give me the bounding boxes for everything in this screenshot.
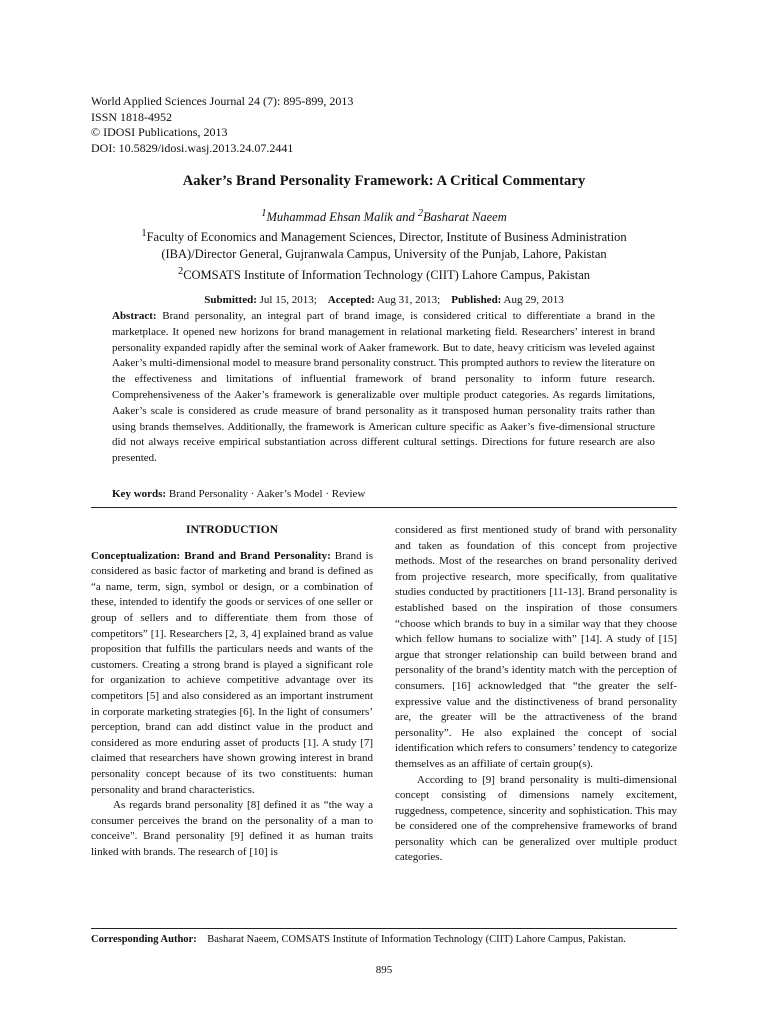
corresponding-author: [91, 934, 681, 945]
paragraph: [91, 549, 373, 799]
footer-divider: [91, 928, 677, 929]
author-2: Basharat Naeem: [423, 210, 507, 225]
affil1-mark: 1: [141, 228, 147, 239]
affil2-mark: 2: [177, 266, 184, 278]
keywords-label: Key words:: [112, 488, 167, 500]
abstract: [112, 309, 655, 467]
author1-affil-mark: 1: [261, 208, 267, 219]
accepted-label: Accepted:: [327, 294, 375, 306]
paragraph-text: Brand is considered as basic factor of marketing and brand is defined as “a name, term, sign, symbol or design, or a combination of these, intended to identify the goods or services of one seller or group of sellers and to differentiate them from those of competitors” [1]. Researchers [2, 3, 4] explained brand as value proposition that fulfills the particulars needs and wants of the customers. Creating a strong brand is played a significant role for organization to achieve competitive advantage over its competitors [5] and also considered as an important instrument in corporate marketing strategies [6]. In the light of consumers’ perception, brand can add distinct value in the product and considered as more enduring asset of products [1]. A study [7] claimed that researchers have shown growing interest in brand personality concept because of its two constituents: human personality and brand characteristics.: [91, 549, 373, 796]
author-1: Muhammad Ehsan Malik: [266, 210, 393, 225]
section-heading: INTRODUCTION: [185, 524, 278, 536]
left-column: [91, 523, 373, 860]
affiliation-2: COMSATS Institute of Information Technology (CIIT) Lahore Campus, Pakistan: [183, 268, 591, 283]
subsection-heading: Conceptualization: Brand and Brand Personality:: [91, 549, 331, 562]
copyright: © IDOSI Publications, 2013: [91, 125, 228, 139]
paper-title: Aaker’s Brand Personality Framework: A Critical Commentary: [182, 173, 586, 189]
author-list: [0, 208, 768, 225]
publication-dates: [0, 294, 768, 306]
accepted-date: Aug 31, 2013;: [374, 294, 441, 306]
issn: ISSN 1818-4952: [91, 109, 173, 124]
submitted-label: Submitted:: [204, 294, 257, 306]
paragraph: According to [9] brand personality is multi-dimensional concept consisting of dimensions namely excitement, ruggedness, competence, sincerity and sophistication. This may be considered one of the comprehensive frameworks of brand personality which can be generalized over multiple product categories.: [395, 773, 677, 864]
right-column: [395, 523, 677, 866]
submitted-date: Jul 15, 2013;: [256, 294, 317, 306]
corresponding-author-text: Basharat Naeem, COMSATS Institute of Information Technology (CIIT) Lahore Campus, Pakistan.: [207, 934, 626, 945]
header-divider: [91, 507, 677, 508]
paragraph: considered as first mentioned study of brand with personality and taken as foundation of this concept from projective methods. Most of the researches on brand personality derived from projective research, more specifically, from qualitative studies conducted by practitioners [11-13]. Brand personality is established based on the inspiration of those consumers “choose which brands to buy in a similar way that they choose which fellow humans to socialize with” [14]. A study of [15] argue that stronger relationship can build between brand and personality of the brand’s identity match with the perception of consumers. [16] acknowledged that “the greater the self-expressive value and the distinctiveness of brand personality are, the greater will be the attractiveness of the brand personality”. He also explained the concept of social identification which refers to consumers’ tendency to categorize themselves as an affiliate of certain group(s).: [395, 524, 677, 770]
journal-metadata: [91, 94, 353, 156]
affiliation-1-line-1: Faculty of Economics and Management Sciences, Director, Institute of Business Administration: [146, 230, 627, 245]
abstract-label: Abstract:: [112, 310, 157, 322]
paragraph: As regards brand personality [8] defined it as “the way a consumer perceives the brand on the personality of a man to conceive". Brand personality [9] defined it as human traits linked with brands. The research of [10] is: [91, 799, 373, 858]
corresponding-author-label: Corresponding Author:: [91, 934, 197, 945]
abstract-text: Brand personality, an integral part of brand image, is considered critical to differentiate a brand in the marketplace. It opened new horizons for brand management in relational marketing field. Researchers’ interest in brand personality expanded rapidly after the seminal work of Aaker framework. But to date, heavy criticism was leveled against Aaker’s multi-dimensional model to measure brand personality construct. This prompted authors to review the literature on the effectiveness and limitations of influential framework of brand personality to inform future research. Comprehensiveness of the Aaker’s framework is generalizable over multiple product categories. As regards limitations, Aaker’s scale is considered as crude measure of brand personality as it transposed human personality traits rather than using brands themselves. Additionally, the framework is American culture specific as Aaker’s five-dimensional structure did not always receive empirical substantiation across different cultural settings. Directions for future research are also presented.: [112, 310, 655, 465]
page-number: 895: [375, 964, 393, 976]
author-conjunction: and: [392, 210, 418, 225]
keywords: [112, 488, 655, 500]
published-label: Published:: [451, 294, 502, 306]
published-date: Aug 29, 2013: [501, 294, 564, 306]
affiliation-1-line-2: (IBA)/Director General, Gujranwala Campus, University of the Punjab, Lahore, Pakistan: [161, 247, 607, 262]
author2-affil-mark: 2: [417, 208, 424, 219]
journal-citation: World Applied Sciences Journal 24 (7): 895-899, 2013: [91, 94, 354, 108]
keywords-text: Brand Personality · Aaker’s Model · Review: [166, 488, 366, 500]
affiliations: [0, 225, 768, 284]
doi: DOI: 10.5829/idosi.wasj.2013.24.07.2441: [91, 140, 294, 155]
